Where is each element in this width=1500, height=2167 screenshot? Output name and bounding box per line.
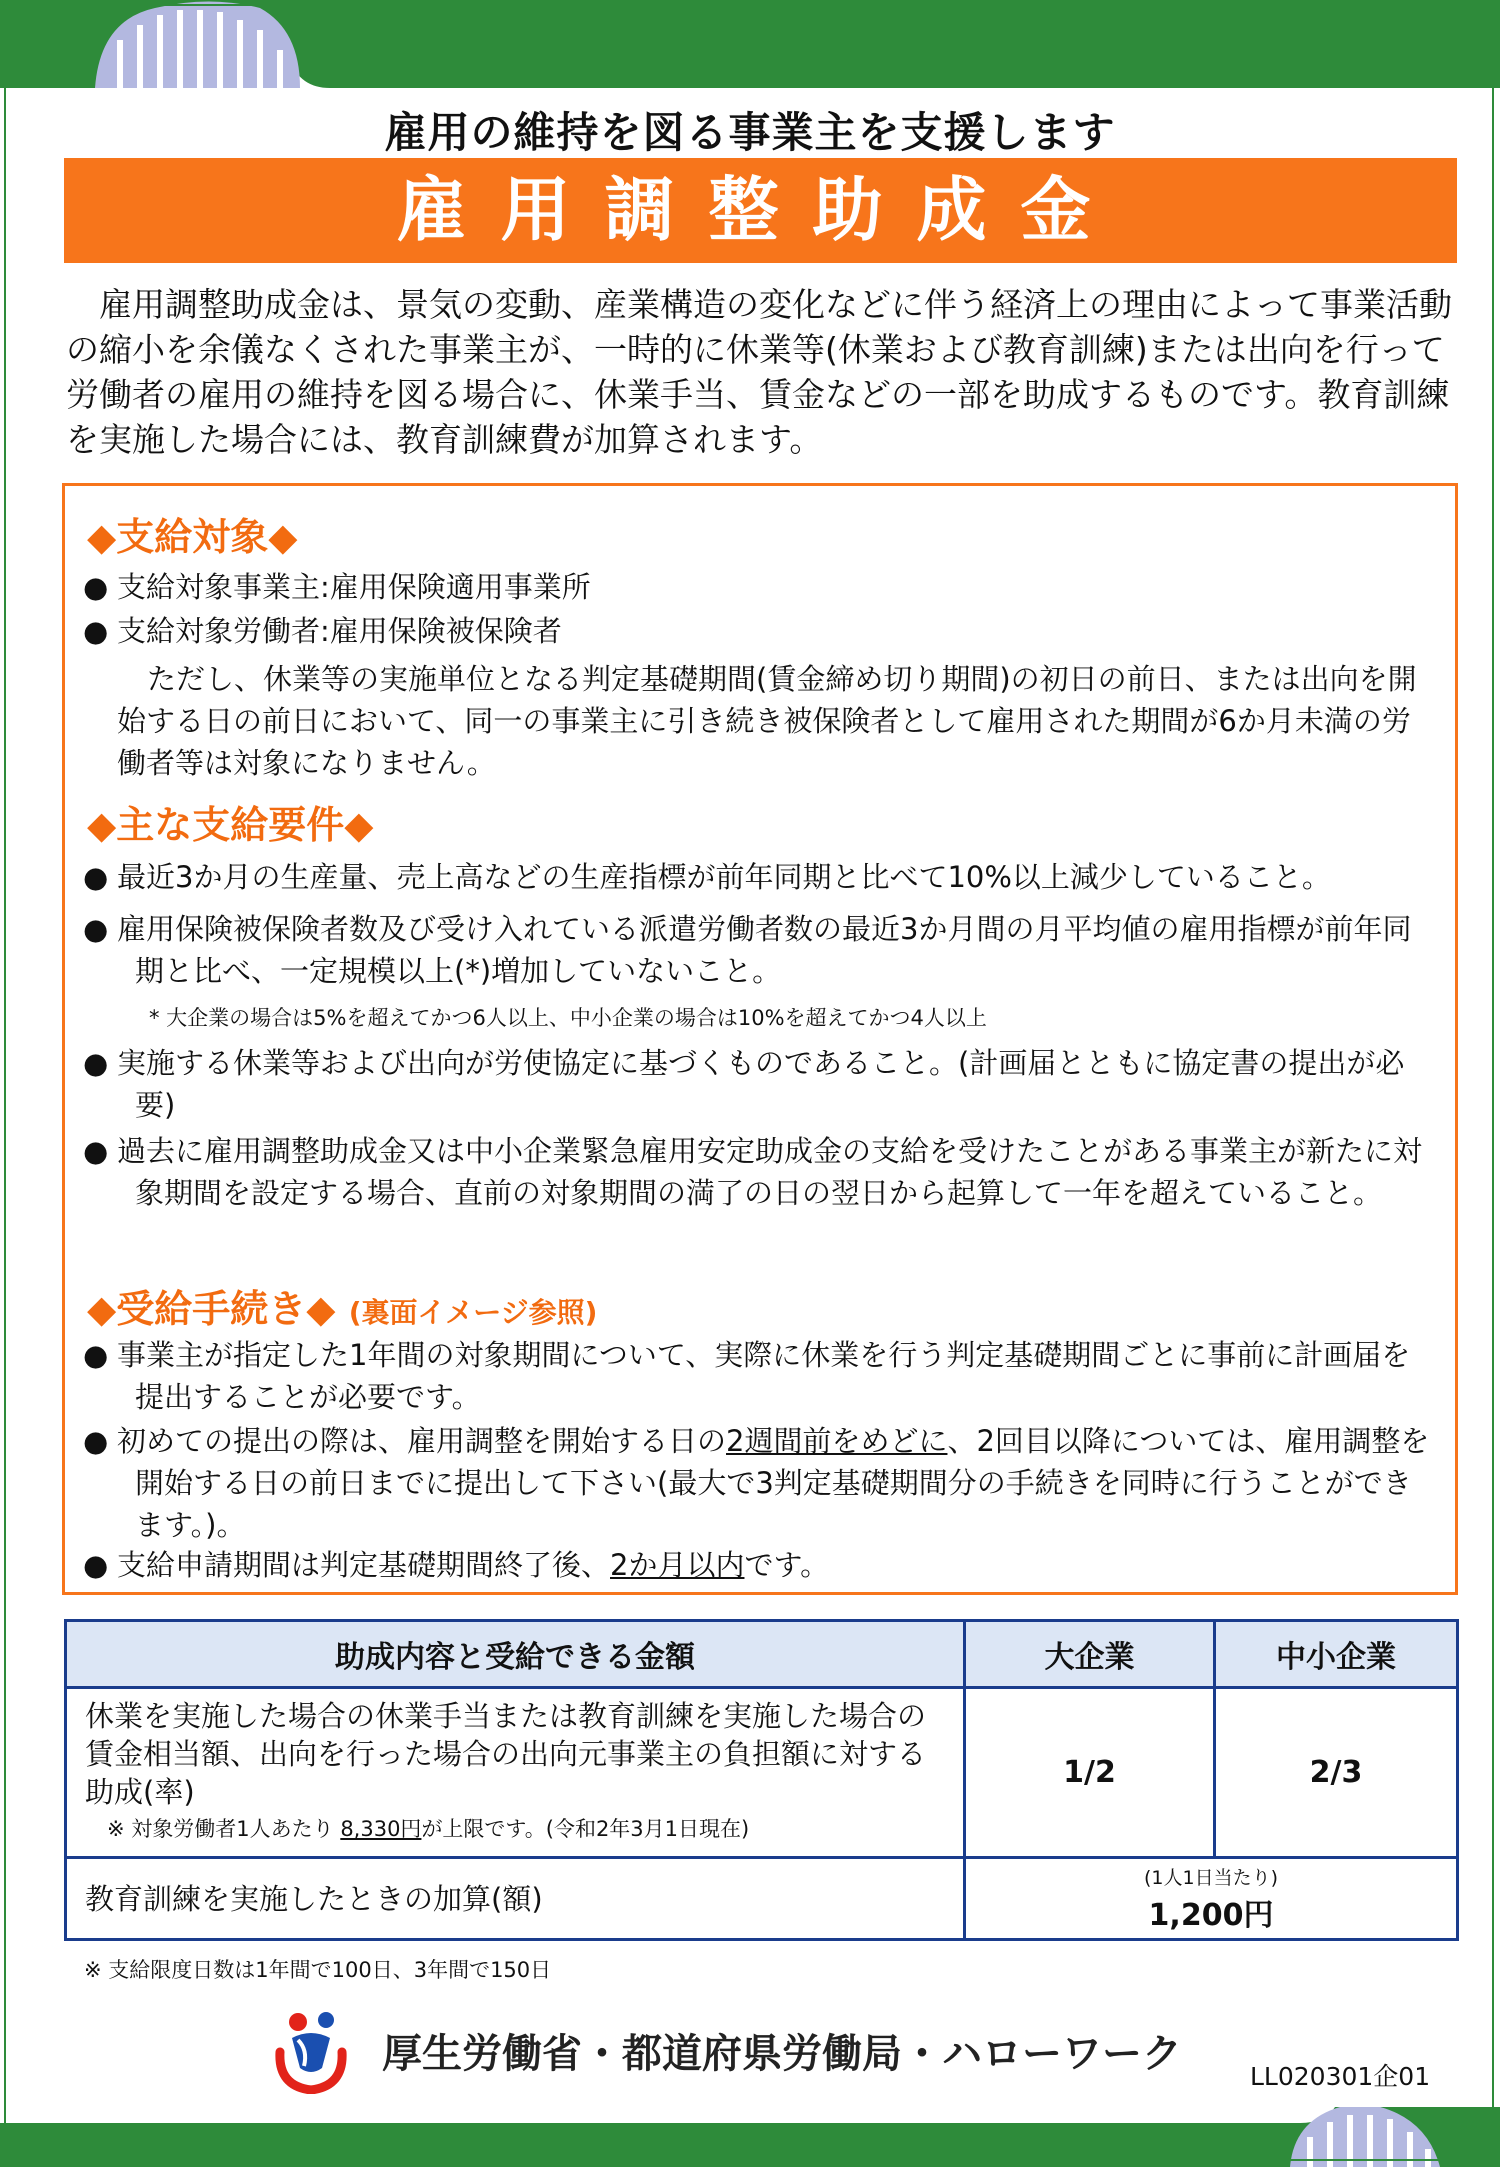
requirement-labor-agreement: 実施する休業等および出向が労使協定に基づくものであること。(計画届とともに協定書の提出が必要)	[117, 1046, 1405, 1122]
subsidy-table	[64, 1619, 1459, 1941]
procedure-heading-text: ◆受給手続き◆	[87, 1287, 336, 1331]
table-row	[66, 1688, 1458, 1858]
list-item	[83, 1420, 1433, 1546]
row-allowance-label	[66, 1688, 965, 1858]
bullet-icon: ●	[83, 1424, 109, 1458]
bullet-icon: ●	[83, 1548, 109, 1582]
bullet-icon: ●	[83, 570, 109, 604]
bullet-icon: ●	[83, 1134, 109, 1168]
eligibility-worker: 支給対象労働者:雇用保険被保険者	[117, 614, 562, 648]
list-item	[83, 1544, 1433, 1586]
training-amount: 1,200円	[1148, 1898, 1274, 1933]
two-months-emphasis: 2か月以内	[610, 1548, 745, 1582]
sme-rate: 2/3	[1215, 1688, 1458, 1858]
ministry-name: 厚生労働省・都道府県労働局・ハローワーク	[382, 2031, 1182, 2077]
bullet-icon: ●	[83, 1338, 109, 1372]
row-training-label: 教育訓練を実施したときの加算(額)	[66, 1858, 965, 1940]
procedure-period-a: 支給申請期間は判定基礎期間終了後、	[117, 1548, 611, 1582]
bullet-icon: ●	[83, 614, 109, 648]
bullet-icon: ●	[83, 1046, 109, 1080]
bullet-icon: ●	[83, 860, 109, 894]
training-addition-cell	[965, 1858, 1458, 1940]
eligibility-employer: 支給対象事業主:雇用保険適用事業所	[117, 570, 591, 604]
eligibility-heading: ◆支給対象◆	[87, 515, 298, 559]
requirements-heading: ◆主な支給要件◆	[87, 803, 374, 847]
page-subtitle: 雇用の維持を図る事業主を支援します	[384, 108, 1116, 157]
header-subsidy-content: 助成内容と受給できる金額	[66, 1621, 965, 1688]
list-item	[83, 908, 1433, 992]
list-item	[83, 1042, 1433, 1126]
procedure-first-submission	[83, 1420, 1433, 1546]
page-title: 雇用調整助成金	[64, 158, 1457, 263]
procedure-heading	[87, 1278, 597, 1333]
procedure-plan-submission: 事業主が指定した1年間の対象期間について、実際に休業を行う判定基礎期間ごとに事前に計画届を提出することが必要です。	[117, 1338, 1411, 1414]
requirement-production: 最近3か月の生産量、売上高などの生産指標が前年同期と比べて10%以上減少していること。	[117, 860, 1331, 894]
row-note-b: が上限です。(令和2年3月1日現在)	[421, 1817, 750, 1841]
table-row	[66, 1858, 1458, 1940]
procedure-period-b: です。	[744, 1548, 830, 1582]
header-sme: 中小企業	[1215, 1621, 1458, 1688]
ministry-logo-icon	[268, 2008, 354, 2094]
eligibility-note	[117, 658, 1437, 784]
list-item	[83, 1334, 1433, 1418]
bullet-icon: ●	[83, 912, 109, 946]
row-allowance-note	[85, 1815, 945, 1843]
header-large-company: 大企業	[965, 1621, 1215, 1688]
list-item	[83, 856, 1433, 898]
procedure-first-submission-b: 、2回目以降については、雇用調整を開始する日の前日までに提出して下さい(最大で3判定基礎期間分の手続きを同時に行うことができます。)。	[135, 1424, 1430, 1542]
cap-amount: 8,330円	[340, 1817, 422, 1841]
intro-text: 雇用調整助成金は、景気の変動、産業構造の変化などに伴う経済上の理由によって事業活動の縮小を余儀なくされた事業主が、一時的に休業等(休業および教育訓練)または出向を行って労働者の雇用の維持を図る場合に、休業手当、賃金などの一部を助成するものです。教育訓練を実施した場合には、教育訓練費が加算されます。	[66, 285, 1452, 459]
procedure-heading-note: (裏面イメージ参照)	[348, 1296, 598, 1329]
table-header-row	[66, 1621, 1458, 1688]
two-weeks-emphasis: 2週間前をめどに	[726, 1424, 948, 1458]
list-item	[83, 1130, 1433, 1214]
document-code: LL020301企01	[1250, 2062, 1431, 2091]
row-allowance-text: 休業を実施した場合の休業手当または教育訓練を実施した場合の賃金相当額、出向を行った場合の出向元事業主の負担額に対する助成(率)	[85, 1699, 927, 1809]
eligibility-note-text: ただし、休業等の実施単位となる判定基礎期間(賃金締め切り期間)の初日の前日、または出向を開始する日の前日において、同一の事業主に引き続き被保険者として雇用された期間が6か月未満の労働者等は対象になりません。	[117, 662, 1417, 780]
row-note-a: ※ 対象労働者1人あたり	[107, 1817, 341, 1841]
requirement-footnote: * 大企業の場合は5%を超えてかつ6人以上、中小企業の場合は10%を超えてかつ4人以上	[149, 1006, 987, 1030]
procedure-first-submission-a: 初めての提出の際は、雇用調整を開始する日の	[117, 1424, 727, 1458]
training-unit: (1人1日当たり)	[1143, 1867, 1278, 1889]
large-company-rate: 1/2	[965, 1688, 1215, 1858]
requirements-box	[62, 483, 1458, 1595]
limit-days-note: ※ 支給限度日数は1年間で100日、3年間で150日	[84, 1958, 552, 1982]
requirement-prior-recipient: 過去に雇用調整助成金又は中小企業緊急雇用安定助成金の支給を受けたことがある事業主が新たに対象期間を設定する場合、直前の対象期間の満了の日の翌日から起算して一年を超えていること。	[117, 1134, 1423, 1210]
procedure-application-period	[83, 1544, 1433, 1586]
intro-paragraph	[66, 282, 1456, 462]
requirement-employment-index: 雇用保険被保険者数及び受け入れている派遣労働者数の最近3か月間の月平均値の雇用指標が前年同期と比べ、一定規模以上(*)増加していないこと。	[117, 912, 1412, 988]
list-item	[83, 566, 1433, 608]
list-item	[83, 610, 1433, 652]
